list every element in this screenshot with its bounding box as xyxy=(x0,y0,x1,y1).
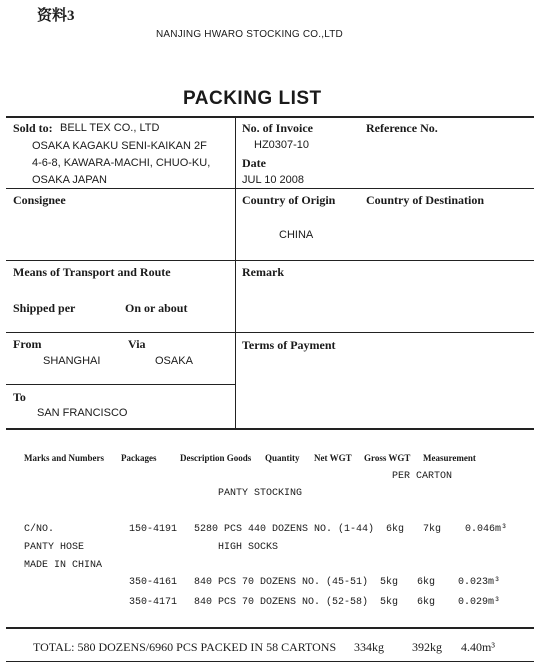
row-2-net-wgt: 5kg xyxy=(380,577,399,588)
total-measurement: 4.40m³ xyxy=(461,640,495,654)
from-label: From xyxy=(13,337,42,351)
row-1-net-wgt: 6kg xyxy=(386,524,405,535)
to-value: SAN FRANCISCO xyxy=(37,407,128,419)
column-header-measurement: Measurement xyxy=(423,453,476,463)
row-1-measurement: 0.046m³ xyxy=(465,524,508,535)
row-divider-to xyxy=(6,384,235,385)
via-label: Via xyxy=(128,337,146,351)
row-divider-consignee xyxy=(6,188,534,189)
consignee-label: Consignee xyxy=(13,193,66,207)
country-origin-value: CHINA xyxy=(279,229,314,241)
invoice-label: No. of Invoice xyxy=(242,121,313,135)
goods-subtitle: HIGH SOCKS xyxy=(218,542,279,553)
marks-line-3: MADE IN CHINA xyxy=(24,560,103,571)
column-header-gross-wgt: Gross WGT xyxy=(364,453,411,463)
column-header-quantity: Quantity xyxy=(265,453,300,463)
column-header-packages: Packages xyxy=(121,453,157,463)
sold-to-line-4: OSAKA JAPAN xyxy=(32,174,107,186)
column-divider xyxy=(235,116,236,428)
on-or-about-label: On or about xyxy=(125,301,188,315)
transport-label: Means of Transport and Route xyxy=(13,265,171,279)
form-bottom-border xyxy=(6,428,534,430)
row-divider-transport xyxy=(6,260,534,261)
sold-to-line-2: OSAKA KAGAKU SENI-KAIKAN 2F xyxy=(32,140,207,152)
sold-to-line-3: 4-6-8, KAWARA-MACHI, CHUO-KU, xyxy=(32,157,211,169)
per-carton-note: PER CARTON xyxy=(392,471,453,482)
form-top-border xyxy=(6,116,534,118)
column-header-net-wgt: Net WGT xyxy=(314,453,352,463)
row-2-packages: 350-4161 xyxy=(129,577,178,588)
shipped-per-label: Shipped per xyxy=(13,301,76,315)
country-origin-label: Country of Origin xyxy=(242,193,336,207)
total-gross-wgt: 392kg xyxy=(412,640,442,654)
row-3-description: 840 PCS 70 DOZENS NO. (52-58) xyxy=(194,597,369,608)
row-2-measurement: 0.023m³ xyxy=(458,577,501,588)
document-title: PACKING LIST xyxy=(183,88,322,109)
page-label: 资料3 xyxy=(37,8,75,24)
column-header-description: Description Goods xyxy=(180,453,252,463)
goods-title: PANTY STOCKING xyxy=(218,488,303,499)
country-destination-label: Country of Destination xyxy=(366,193,485,207)
via-value: OSAKA xyxy=(155,355,193,367)
marks-line-2: PANTY HOSE xyxy=(24,542,85,553)
row-2-gross-wgt: 6kg xyxy=(417,577,436,588)
row-1-description: 5280 PCS 440 DOZENS NO. (1-44) xyxy=(194,524,375,535)
total-label: TOTAL: 580 DOZENS/6960 PCS PACKED IN 58 CARTONS xyxy=(33,640,337,654)
invoice-value: HZ0307-10 xyxy=(254,139,310,151)
terms-label: Terms of Payment xyxy=(242,338,336,352)
row-1-gross-wgt: 7kg xyxy=(423,524,442,535)
marks-line-1: C/NO. xyxy=(24,524,55,535)
column-header-marks: Marks and Numbers xyxy=(24,453,105,463)
date-value: JUL 10 2008 xyxy=(242,174,304,186)
row-2-description: 840 PCS 70 DOZENS NO. (45-51) xyxy=(194,577,369,588)
row-3-packages: 350-4171 xyxy=(129,597,178,608)
sold-to-label: Sold to: xyxy=(13,121,53,135)
row-3-gross-wgt: 6kg xyxy=(417,597,436,608)
date-label: Date xyxy=(242,156,266,170)
sold-to-line-1: BELL TEX CO., LTD xyxy=(60,122,160,134)
row-3-measurement: 0.029m³ xyxy=(458,597,501,608)
to-label: To xyxy=(13,390,26,404)
row-3-net-wgt: 5kg xyxy=(380,597,399,608)
total-net-wgt: 334kg xyxy=(354,640,384,654)
form-end-border xyxy=(6,661,534,662)
company-name: NANJING HWARO STOCKING CO.,LTD xyxy=(156,29,343,40)
row-1-packages: 150-4191 xyxy=(129,524,178,535)
reference-label: Reference No. xyxy=(366,121,438,135)
total-divider xyxy=(6,627,534,629)
from-value: SHANGHAI xyxy=(43,355,101,367)
remark-label: Remark xyxy=(242,265,284,279)
row-divider-from xyxy=(6,332,534,333)
